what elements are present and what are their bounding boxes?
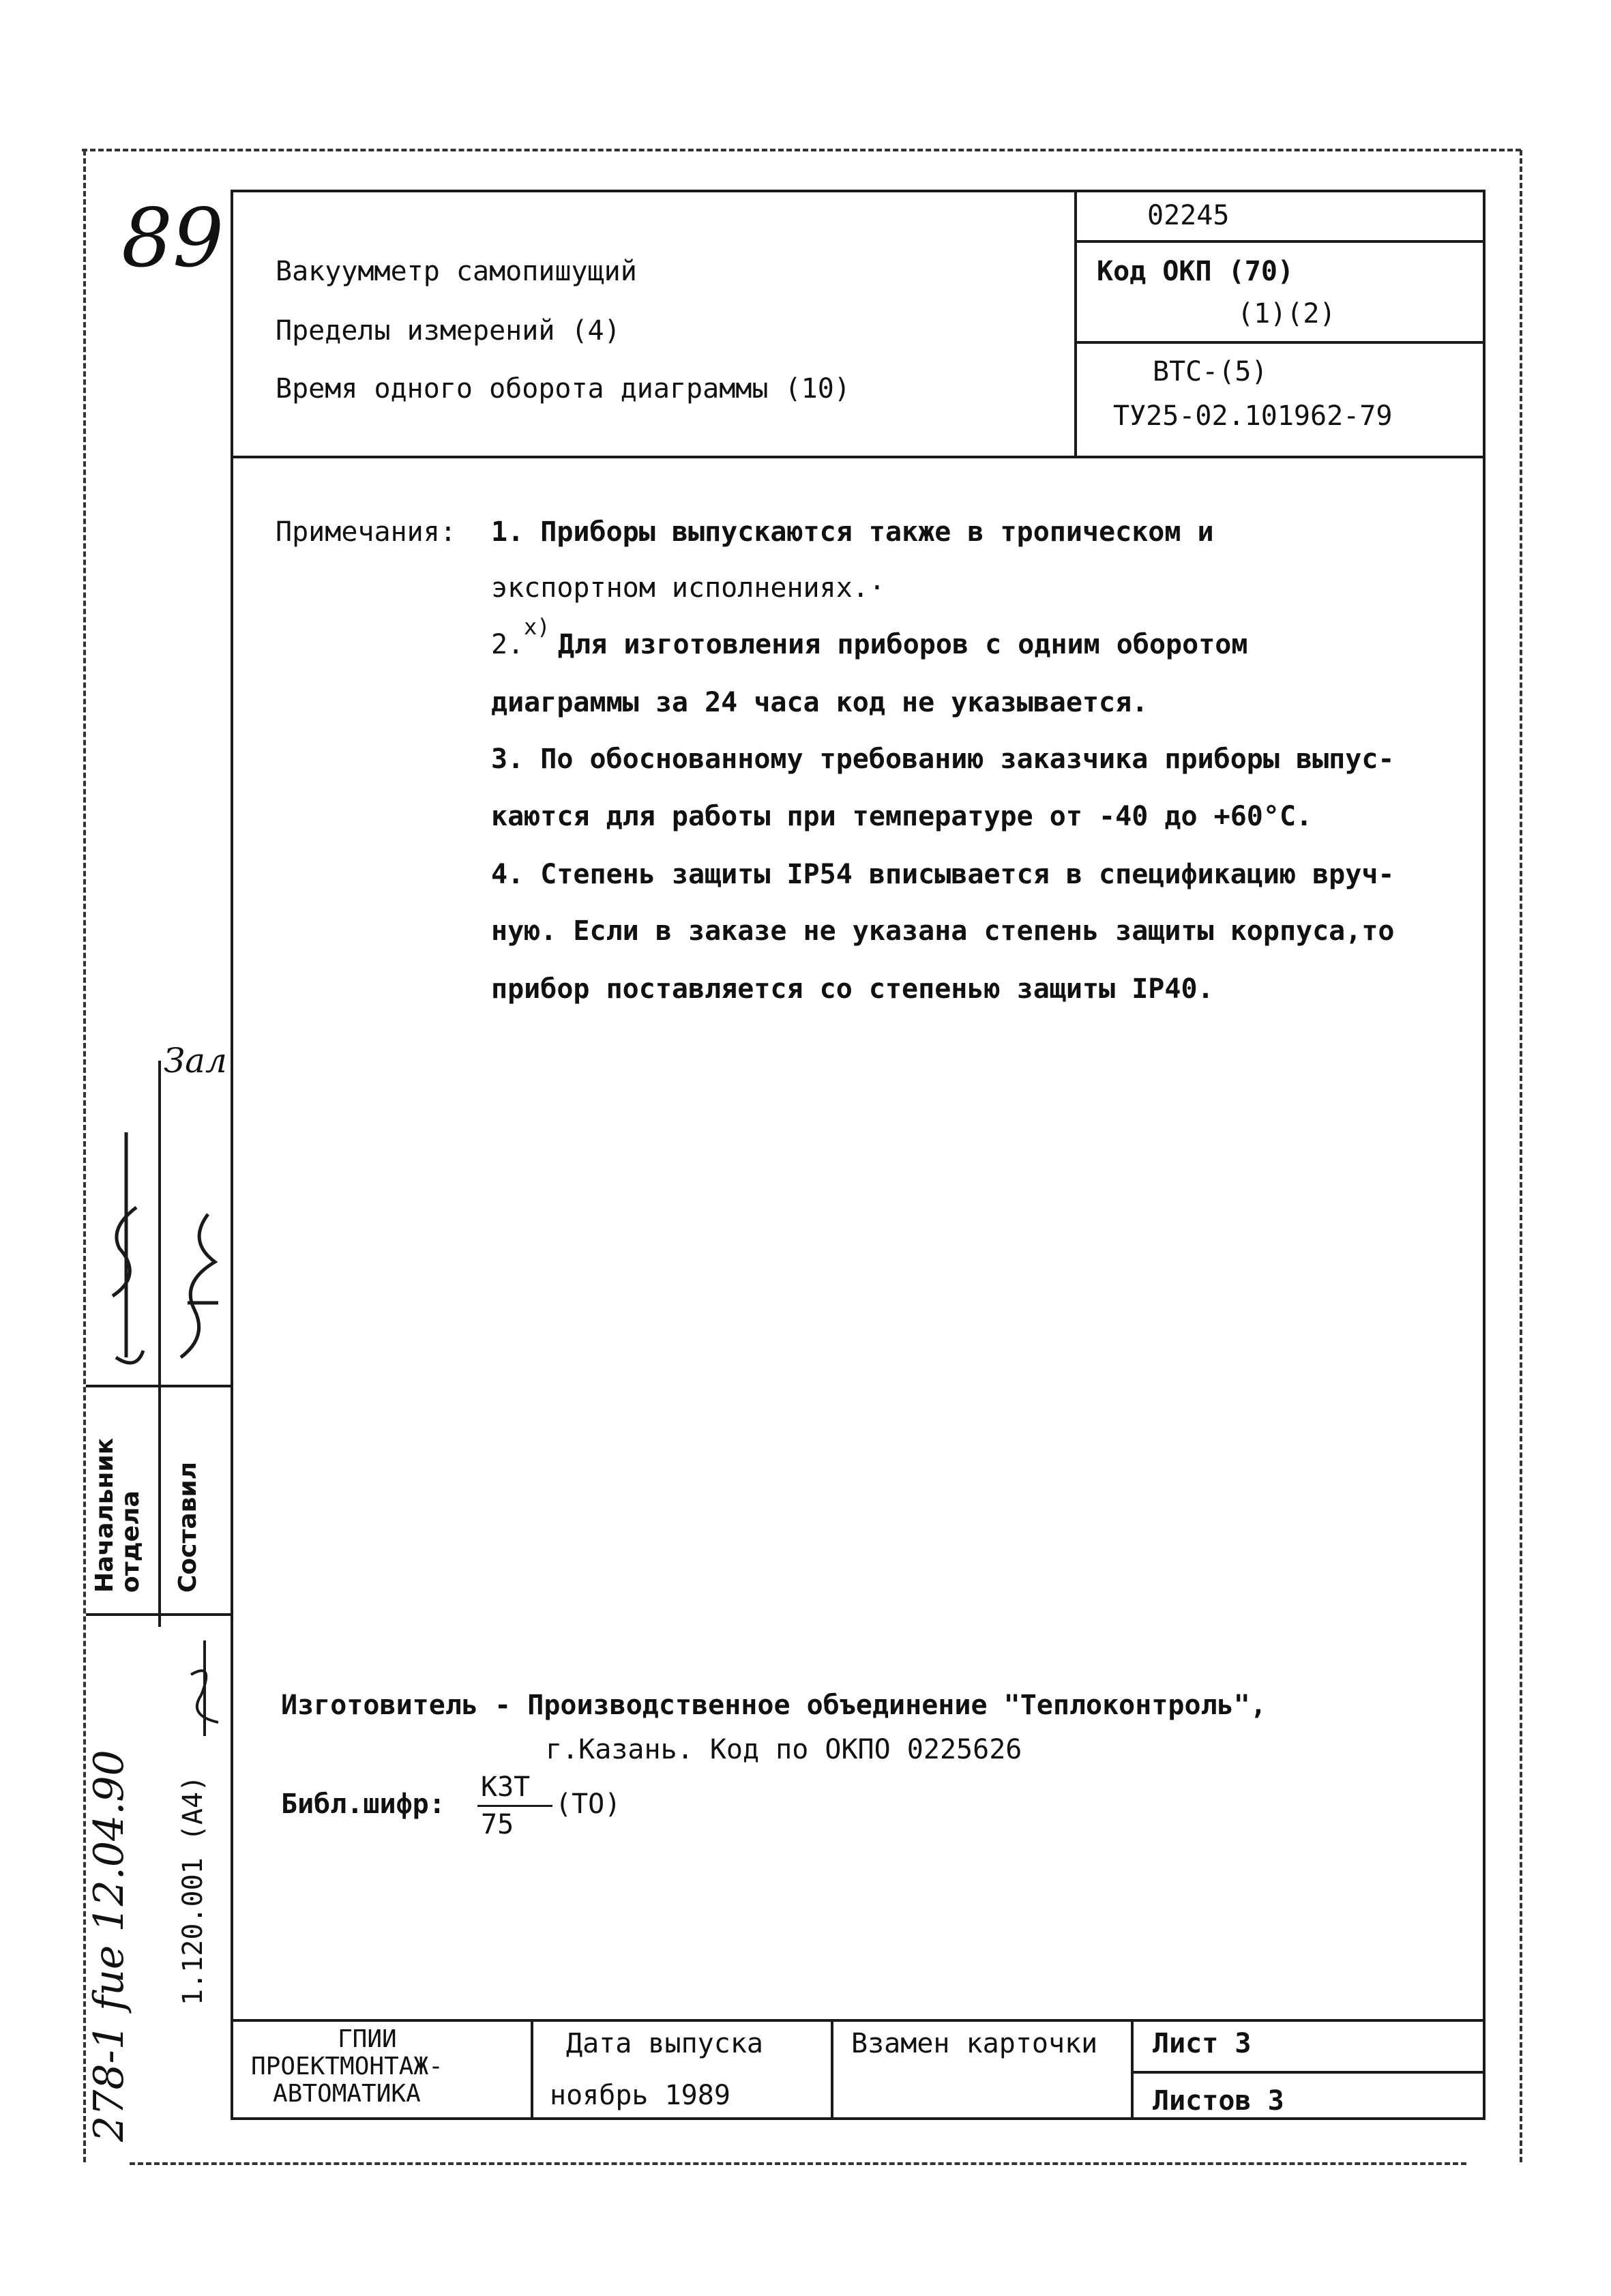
composer-signature xyxy=(167,1201,228,1378)
manufacturer-line-1: Изготовитель - Производственное объединение "Теплоконтроль", xyxy=(281,1690,1267,1721)
replaces-card-label: Взамен карточки xyxy=(851,2028,1098,2059)
notes-label: Примечания: xyxy=(276,516,456,548)
header-title-line-2: Пределы измерений (4) xyxy=(276,315,621,347)
product-code: 02245 xyxy=(1147,200,1230,231)
footer-top-line xyxy=(231,2019,1486,2022)
header-title-line-3: Время одного оборота диаграммы (10) xyxy=(276,373,851,404)
header-title-line-1: Вакуумметр самопишущий xyxy=(276,256,637,287)
right-cut-line xyxy=(1520,150,1522,2162)
org-line-3: АВТОМАТИКА xyxy=(273,2080,421,2108)
composer-label: Составил xyxy=(174,1461,202,1593)
okp-code-sub: (1)(2) xyxy=(1237,298,1336,329)
header-divider xyxy=(231,456,1486,458)
note-4-cont: ную. Если в заказе не указана степень защиты корпуса,то xyxy=(491,915,1395,947)
handwritten-reference: 278-1 fue 12.04.90 xyxy=(85,1750,133,2142)
tu-code: ТУ25-02.101962-79 xyxy=(1113,400,1393,432)
sheet-label: Лист 3 xyxy=(1153,2028,1252,2059)
release-date-label: Дата выпуска xyxy=(566,2028,763,2059)
note-3: 3. По обоснованному требованию заказчика приборы выпус- xyxy=(491,744,1395,775)
bibl-denominator: 75 xyxy=(481,1809,514,1840)
okp-code-label: Код ОКП (70) xyxy=(1097,256,1294,287)
note-1-cont: экспортном исполнениях.· xyxy=(491,572,885,604)
head-of-department-label: Начальник отдела xyxy=(91,1437,145,1593)
date-signature xyxy=(181,1634,228,1743)
note-2-superscript: x) xyxy=(524,614,550,640)
approval-note: Зал xyxy=(164,1041,227,1080)
note-2: Для изготовления приборов с одним оборотом xyxy=(558,629,1248,660)
note-4-end: прибор поставляется со степенью защиты IP40. xyxy=(491,973,1214,1005)
header-right-divider xyxy=(1074,190,1077,457)
bibl-suffix: (ТО) xyxy=(555,1789,621,1820)
bottom-cut-line xyxy=(130,2162,1466,2165)
bibl-numerator: КЗТ xyxy=(481,1771,531,1803)
org-line-1: ГПИИ xyxy=(338,2025,397,2053)
side-strip-right xyxy=(158,1061,161,1627)
note-4: 4. Степень защиты IP54 вписывается в спецификацию вруч- xyxy=(491,859,1395,890)
note-2-prefix: 2. xyxy=(491,629,524,660)
card-frame xyxy=(231,190,1486,2120)
note-2-cont: диаграммы за 24 часа код не указывается. xyxy=(491,687,1149,718)
format-code: 1.120.001 (А4) xyxy=(177,1775,209,2005)
org-line-2: ПРОЕКТМОНТАЖ- xyxy=(251,2052,443,2080)
note-1: 1. Приборы выпускаются также в тропическом и xyxy=(491,516,1214,548)
manufacturer-line-2: г.Казань. Код по ОКПО 0225626 xyxy=(546,1734,1022,1765)
bibl-fraction-bar xyxy=(477,1805,552,1807)
page-number: 89 xyxy=(121,191,224,285)
model-code: ВТС-(5) xyxy=(1153,356,1268,387)
bibl-label: Библ.шифр: xyxy=(281,1789,445,1820)
release-date-value: ноябрь 1989 xyxy=(550,2080,730,2111)
head-signature xyxy=(95,1125,157,1378)
sheets-total-label: Листов 3 xyxy=(1153,2085,1284,2117)
note-3-cont: каются для работы при температуре от -40 до +60°С. xyxy=(491,801,1313,832)
top-cut-line xyxy=(82,149,1521,151)
